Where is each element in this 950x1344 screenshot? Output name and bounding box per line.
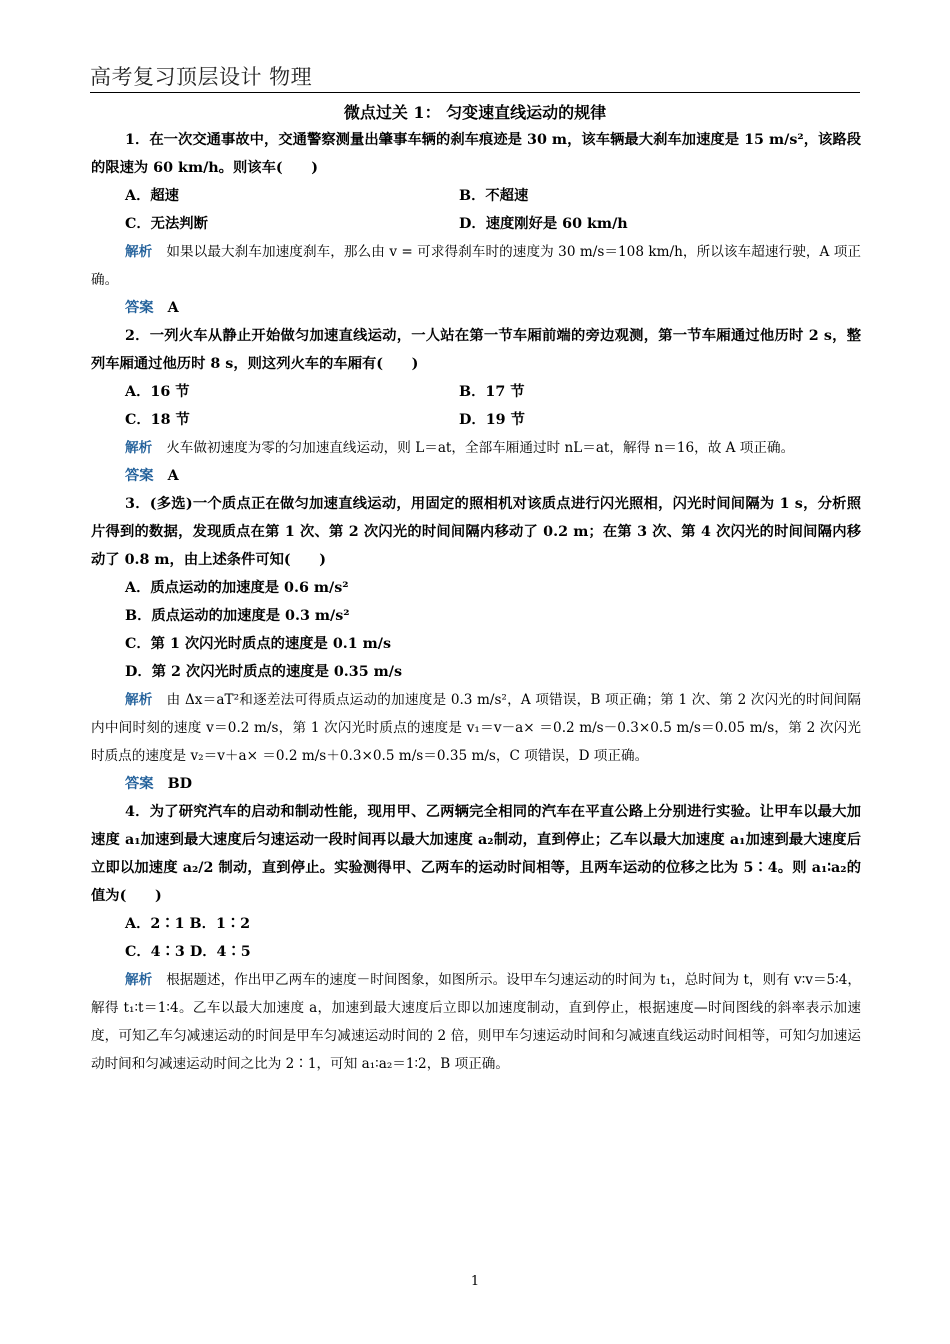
- question-3-answer: [91, 770, 861, 798]
- question-3-option-b: B．质点运动的加速度是 0.3 m/s²: [125, 608, 350, 624]
- question-2-option-d: D．19 节: [459, 412, 525, 428]
- answer-label: 答案: [125, 776, 154, 792]
- header-title: 高考复习顶层设计 物理: [90, 65, 313, 89]
- answer-label: 答案: [125, 468, 154, 484]
- question-2-options-ab: [91, 378, 861, 406]
- question-4-options-cd: C．4∶3 D．4∶5: [125, 944, 251, 960]
- question-2-options-cd: [91, 406, 861, 434]
- solution-text: 火车做初速度为零的匀加速直线运动，则 L＝at，全部车厢通过时 nL＝at，解得 n＝16，故 A 项正确。: [166, 440, 795, 456]
- question-2-answer: [91, 462, 861, 490]
- section-title: 微点过关 1： 匀变速直线运动的规律: [343, 103, 607, 122]
- question-3-option-c: C．第 1 次闪光时质点的速度是 0.1 m/s: [125, 636, 392, 652]
- answer-value: A: [167, 300, 179, 316]
- question-1-option-d: D．速度刚好是 60 km/h: [459, 216, 628, 232]
- question-4-options-ab: A．2∶1 B．1∶2: [125, 916, 251, 932]
- solution-label: 解析: [125, 692, 153, 708]
- question-1-option-a: A．超速: [125, 188, 179, 204]
- answer-label: 答案: [125, 300, 154, 316]
- solution-label: 解析: [125, 972, 153, 988]
- solution-label: 解析: [125, 440, 153, 456]
- question-3-option-d: D．第 2 次闪光时质点的速度是 0.35 m/s: [125, 664, 403, 680]
- solution-label: 解析: [125, 244, 153, 260]
- question-2-option-b: B．17 节: [459, 384, 525, 400]
- question-1-stem: 1．在一次交通事故中，交通警察测量出肇事车辆的刹车痕迹是 30 m，该车辆最大刹车加速度是 15 m/s²，该路段的限速为 60 km/h。则该车( ): [91, 132, 861, 176]
- question-3-stem: 3．(多选)一个质点正在做匀加速直线运动，用固定的照相机对该质点进行闪光照相，闪光时间间隔为 1 s，分析照片得到的数据，发现质点在第 1 次、第 2 次闪光的时间间隔内移动了 0.2 m；在第 3 次、第 4 次闪光的时间间隔内移动了 0.8 m，由上述条件可知( ): [91, 496, 861, 568]
- document-body: [91, 126, 861, 1078]
- question-1-option-c: C．无法判断: [125, 216, 208, 232]
- question-2-option-a: A．16 节: [125, 384, 190, 400]
- question-2-stem: 2．一列火车从静止开始做匀加速直线运动，一人站在第一节车厢前端的旁边观测，第一节车厢通过他历时 2 s，整列车厢通过他历时 8 s，则这列火车的车厢有( ): [91, 328, 861, 372]
- question-1-answer: [91, 294, 861, 322]
- page-number: 1: [470, 1274, 480, 1289]
- question-3-option-a: A．质点运动的加速度是 0.6 m/s²: [125, 580, 349, 596]
- answer-value: BD: [167, 776, 193, 792]
- question-2-option-c: C．18 节: [125, 412, 190, 428]
- solution-text: 由 Δx＝aT²和逐差法可得质点运动的加速度是 0.3 m/s²，A 项错误，B 项正确；第 1 次、第 2 次闪光的时间间隔内中间时刻的速度 v＝0.2 m/s，第 1 次闪光时质点的速度是 v₁＝v－a× ＝0.2 m/s－0.3×0.5 m/s＝0.05 m/s，第 2 次闪光时质点的速度是 v₂＝v＋a× ＝0.2 m/s＋0.3×0.5 m/s＝0.35 m/s，C 项错误，D 项正确。: [91, 692, 862, 764]
- question-1-options-cd: [91, 210, 861, 238]
- page-header: [90, 62, 860, 93]
- solution-text: 如果以最大刹车加速度刹车，那么由 v = 可求得刹车时的速度为 30 m/s＝108 km/h，所以该车超速行驶，A 项正确。: [91, 244, 861, 288]
- question-1-solution: [91, 238, 861, 294]
- solution-text: 根据题述，作出甲乙两车的速度－时间图象，如图所示。设甲车匀速运动的时间为 t₁，总时间为 t，则有 v∶v＝5∶4，解得 t₁∶t＝1∶4。乙车以最大加速度 a，加速到最大速度后立即以加速度制动，直到停止，根据速度—时间图线的斜率表示加速度，可知乙车匀减速运动的时间是甲车匀减速运动时间的 2 倍，则甲车匀速运动时间和匀减速直线运动时间相等，可知匀加速运动时间和匀减速运动时间之比为 2∶1，可知 a₁∶a₂＝1∶2，B 项正确。: [91, 972, 861, 1072]
- question-1-options-ab: [91, 182, 861, 210]
- question-2-solution: [91, 434, 861, 462]
- question-1-option-b: B．不超速: [459, 188, 529, 204]
- question-4-solution: [91, 966, 861, 1078]
- question-4-stem: 4．为了研究汽车的启动和制动性能，现用甲、乙两辆完全相同的汽车在平直公路上分别进行实验。让甲车以最大加速度 a₁加速到最大速度后匀速运动一段时间再以最大加速度 a₂制动，直到停止；乙车以最大加速度 a₁加速到最大速度后立即以加速度 a₂/2 制动，直到停止。实验测得甲、乙两车的运动时间相等，且两车运动的位移之比为 5∶4。则 a₁∶a₂的值为( ): [91, 804, 861, 904]
- answer-value: A: [167, 468, 179, 484]
- question-3-solution: [91, 686, 861, 770]
